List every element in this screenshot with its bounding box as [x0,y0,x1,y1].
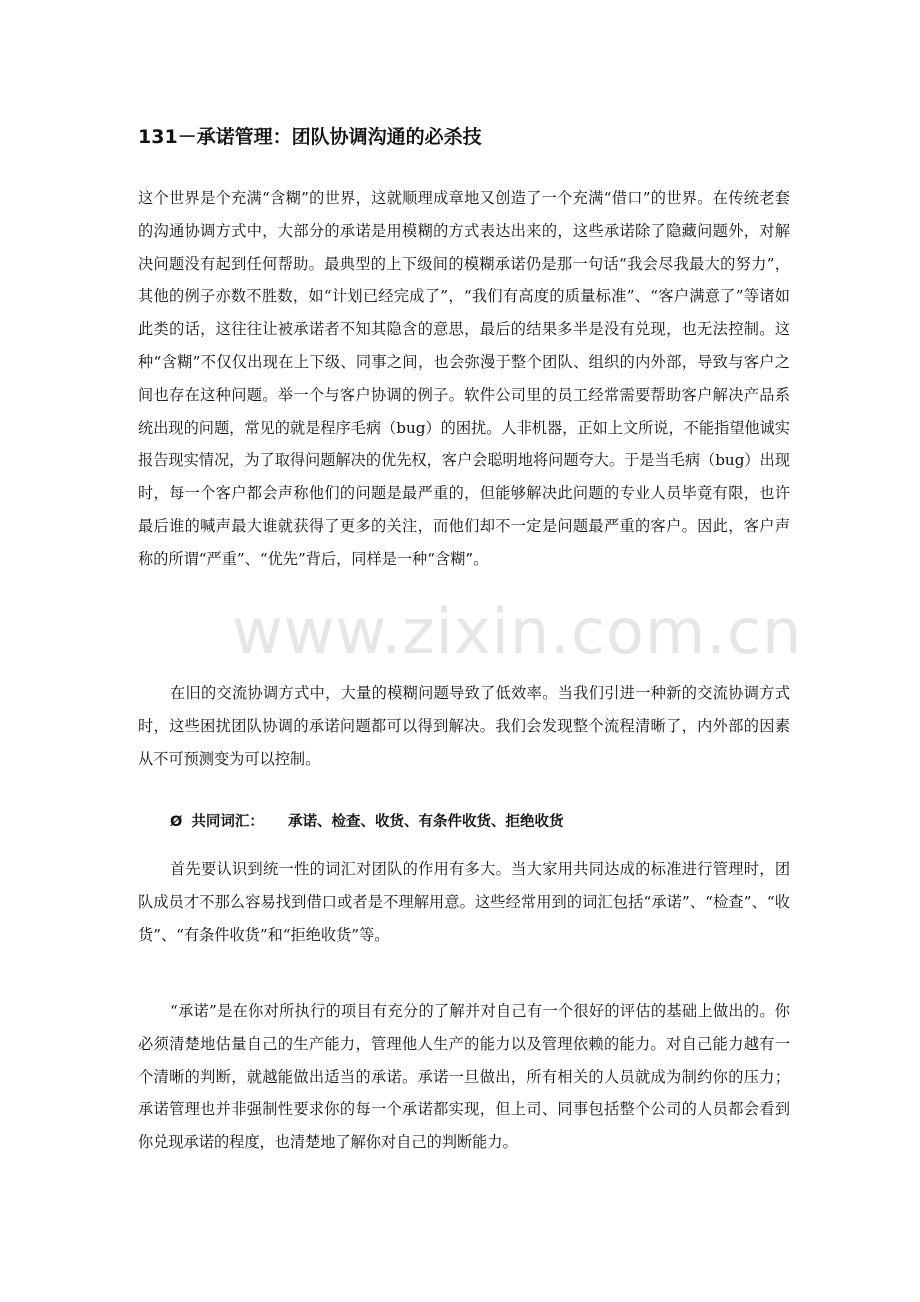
paragraph-intro: 这个世界是个充满“含糊”的世界，这就顺理成章地又创造了一个充满“借口”的世界。在传统老套的沟通协调方式中，大部分的承诺是用模糊的方式表达出来的，这些承诺除了隐藏问题外，对解决问题没有起到任何帮助。最典型的上下级间的模糊承诺仍是那一句话“我会尽我最大的努力”，其他的例子亦数不胜数，如“计划已经完成了”，“我们有高度的质量标准”、“客户满意了”等诸如此类的话，这往往让被承诺者不知其隐含的意思，最后的结果多半是没有兑现，也无法控制。这种“含糊”不仅仅出现在上下级、同事之间，也会弥漫于整个团队、组织的内外部，导致与客户之间也存在这种问题。举一个与客户协调的例子。软件公司里的员工经常需要帮助客户解决产品系统出现的问题，常见的就是程序毛病（bug）的困扰。人非机器，正如上文所说，不能指望他诚实报告现实情况，为了取得问题解决的优先权，客户会聪明地将问题夸大。于是当毛病（bug）出现时，每一个客户都会声称他们的问题是最严重的，但能够解决此问题的专业人员毕竟有限，也许最后谁的喊声最大谁就获得了更多的关注，而他们却不一定是问题最严重的客户。因此，客户声称的所谓“严重”、“优先”背后，同样是一种“含糊”。 [138,189,790,568]
paragraph-vocabulary: 首先要认识到统一性的词汇对团队的作用有多大。当大家用共同达成的标准进行管理时，团队成员才不那么容易找到借口或者是不理解用意。这些经常用到的词汇包括“承诺”、“检查”、“收货”、“有条件收货”和“拒绝收货”等。 [138,860,790,944]
bullet-icon: Ø [170,814,183,830]
section-heading-shared-vocabulary [170,807,564,837]
watermark: www.zixin.com.cn [232,595,803,668]
paragraph-commitment: “承诺”是在你对所执行的项目有充分的了解并对自己有一个很好的评估的基础上做出的。你必须清楚地估量自己的生产能力，管理他人生产的能力以及管理依赖的能力。对自己能力越有一个清晰的判断，就越能做出适当的承诺。承诺一旦做出，所有相关的人员就成为制约你的压力；承诺管理也并非强制性要求你的每一个承诺都实现，但上司、同事包括整个公司的人员都会看到你兑现承诺的程度，也清楚地了解你对自己的判断能力。 [138,1002,790,1152]
section-heading-label: 共同词汇： [191,814,264,830]
document-title: 131－承诺管理：团队协调沟通的必杀技 [138,126,482,148]
paragraph-old-way: 在旧的交流协调方式中，大量的模糊问题导致了低效率。当我们引进一种新的交流协调方式时，这些困扰团队协调的承诺问题都可以得到解决。我们会发现整个流程清晰了，内外部的因素从不可预测变为可以控制。 [138,684,790,768]
section-heading-terms: 承诺、检查、收货、有条件收货、拒绝收货 [288,814,564,830]
